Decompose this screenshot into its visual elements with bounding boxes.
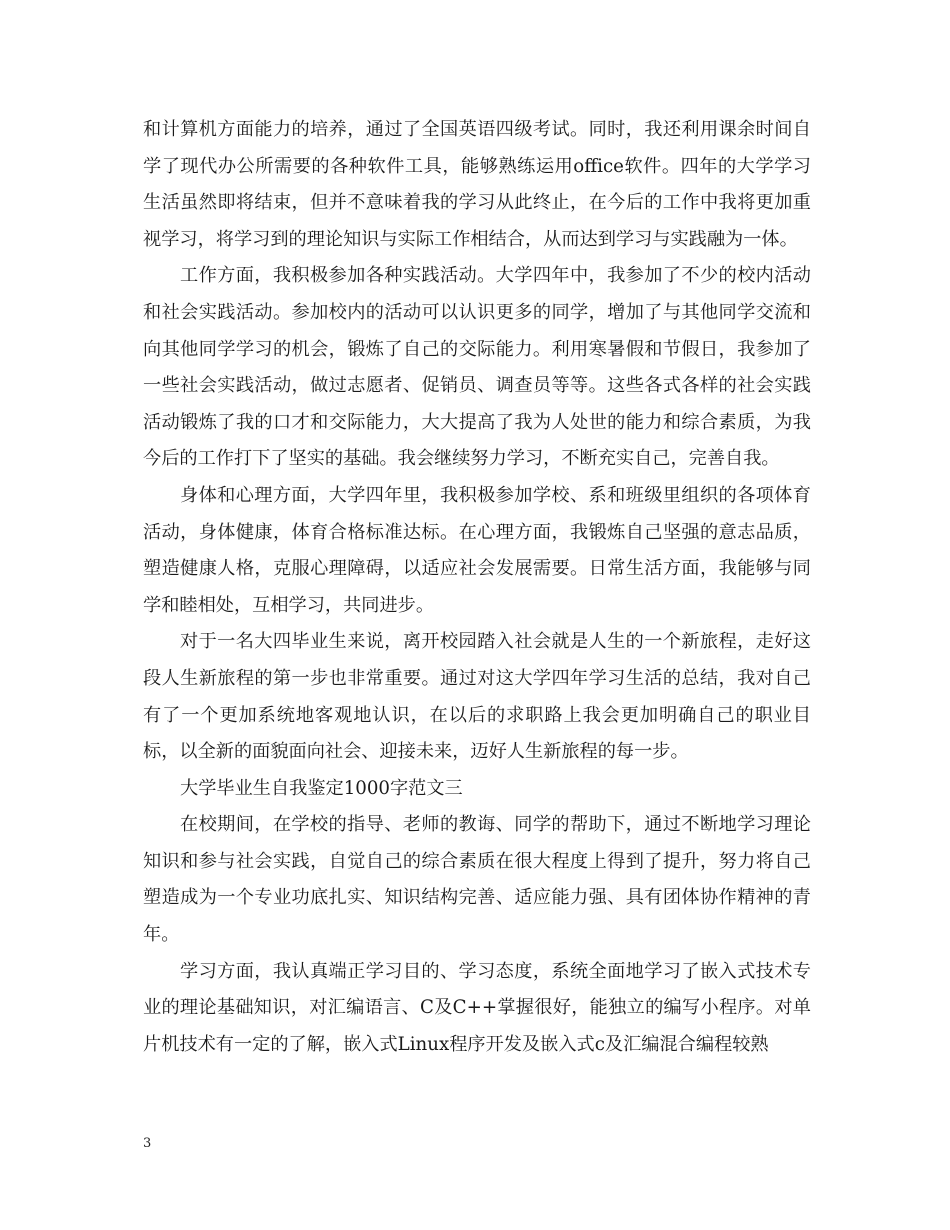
paragraph-2: 工作方面，我积极参加各种实践活动。大学四年中，我参加了不少的校内活动和社会实践活动。参加校内的活动可以认识更多的同学，增加了与其他同学交流和向其他同学学习的机会，锻炼了自己的交际能力。利用寒暑假和节假日，我参加了一些社会实践活动，做过志愿者、促销员、调查员等等。这些各式各样的社会实践活动锻炼了我的口才和交际能力，大大提高了我为人处世的能力和综合素质，为我今后的工作打下了坚实的基础。我会继续努力学习，不断充实自己，完善自我。 xyxy=(143,265,811,470)
section-heading: 大学毕业生自我鉴定1000字范文三 xyxy=(180,777,463,799)
paragraph-3: 身体和心理方面，大学四年里，我积极参加学校、系和班级里组织的各项体育活动，身体健康，体育合格标准达标。在心理方面，我锻炼自己坚强的意志品质，塑造健康人格，克服心理障碍，以适应社会发展需要。日常生活方面，我能够与同学和睦相处，互相学习，共同进步。 xyxy=(143,484,811,616)
paragraph-1: 和计算机方面能力的培养，通过了全国英语四级考试。同时，我还利用课余时间自学了现代办公所需要的各种软件工具，能够熟练运用office软件。四年的大学学习生活虽然即将结束，但并不意味着我的学习从此终止，在今后的工作中我将更加重视学习，将学习到的理论知识与实际工作相结合，从而达到学习与实践融为一体。 xyxy=(143,119,811,250)
page-number: 3 xyxy=(143,1136,152,1151)
paragraph-6: 学习方面，我认真端正学习目的、学习态度，系统全面地学习了嵌入式技术专业的理论基础知识，对汇编语言、C及C++掌握很好，能独立的编写小程序。对单片机技术有一定的了解，嵌入式Linux程序开发及嵌入式c及汇编混合编程较熟 xyxy=(143,960,811,1055)
paragraph-4: 对于一名大四毕业生来说，离开校园踏入社会就是人生的一个新旅程，走好这段人生新旅程的第一步也非常重要。通过对这大学四年学习生活的总结，我对自己有了一个更加系统地客观地认识，在以后的求职路上我会更加明确自己的职业目标，以全新的面貌面向社会、迎接未来，迈好人生新旅程的每一步。 xyxy=(143,631,811,763)
paragraph-5: 在校期间，在学校的指导、老师的教诲、同学的帮助下，通过不断地学习理论知识和参与社会实践，自觉自己的综合素质在很大程度上得到了提升，努力将自己塑造成为一个专业功底扎实、知识结构完善、适应能力强、具有团体协作精神的青年。 xyxy=(143,814,811,946)
document-body xyxy=(143,112,811,1063)
